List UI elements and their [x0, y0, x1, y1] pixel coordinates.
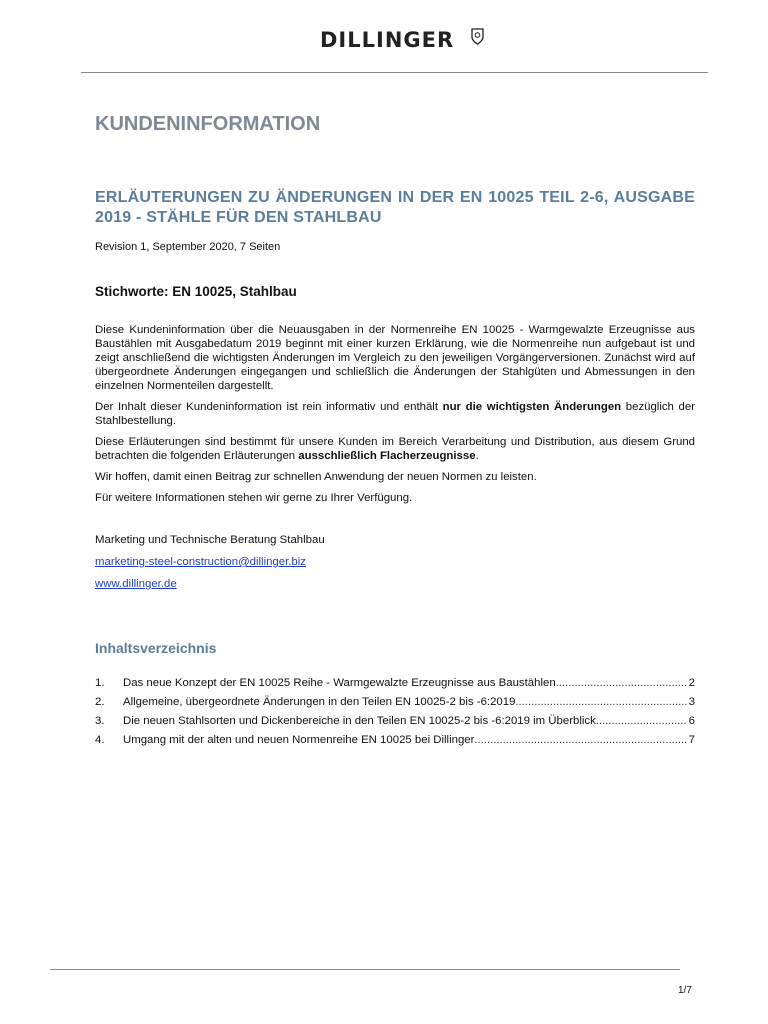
toc-entry-number: 4.	[95, 734, 105, 746]
emphasis-text: nur die wichtigsten Änderungen	[442, 401, 622, 413]
header-divider	[81, 72, 708, 73]
toc-entry-title: Umgang mit der alten und neuen Normenreihe EN 10025 bei Dillinger	[123, 734, 475, 746]
toc-entry-page: 2	[688, 677, 695, 689]
toc-entry-title: Allgemeine, übergeordnete Änderungen in den Teilen EN 10025-2 bis -6:2019	[123, 696, 516, 708]
toc-leader-dots	[474, 733, 686, 747]
footer-divider	[50, 969, 680, 970]
toc-entry[interactable]	[95, 676, 695, 695]
document-title: ERLÄUTERUNGEN ZU ÄNDERUNGEN IN DER EN 10025 TEIL 2-6, AUSGABE 2019 - STÄHLE FÜR DEN STAHLBAU	[95, 189, 695, 226]
toc-entry[interactable]	[95, 733, 695, 752]
document-kind: KUNDENINFORMATION	[95, 113, 321, 135]
toc-leader-dots	[515, 695, 686, 709]
revision-info: Revision 1, September 2020, 7 Seiten	[95, 241, 281, 253]
toc-entry-number: 1.	[95, 677, 105, 689]
toc-entry[interactable]	[95, 695, 695, 714]
paragraph-contact-offer: Für weitere Informationen stehen wir gerne zu Ihrer Verfügung.	[95, 492, 413, 504]
toc-entry-page: 7	[688, 734, 695, 746]
website-link[interactable]: www.dillinger.de	[95, 578, 177, 590]
toc-leader-dots	[596, 714, 687, 728]
keywords: Stichworte: EN 10025, Stahlbau	[95, 284, 297, 299]
paragraph-hope: Wir hoffen, damit einen Beitrag zur schnellen Anwendung der neuen Normen zu leisten.	[95, 471, 537, 483]
toc-entry-title: Das neue Konzept der EN 10025 Reihe - Warmgewalzte Erzeugnisse aus Baustählen	[123, 677, 556, 689]
toc-entry-number: 3.	[95, 715, 105, 727]
toc-heading: Inhaltsverzeichnis	[95, 640, 217, 656]
paragraph-intro: Diese Kundeninformation über die Neuausgaben in der Normenreihe EN 10025 - Warmgewalzte Erzeugnisse aus Baustählen mit Ausgabedatum 2019 beginnt mit einer kurzen Erklärung, wie die Normenreihe nun aufgebaut ist und zeigt anschließend die wichtigsten Änderungen im Vergleich zu den jeweiligen Vorgängerversionen. Zunächst wird auf übergeordnete Änderungen eingegangen und schließlich die Änderungen der Stahlgüten und Abmessungen in den einzelnen Normenteilen dargestellt.	[95, 324, 695, 392]
crest-icon	[470, 28, 485, 45]
paragraph-scope: Der Inhalt dieser Kundeninformation ist rein informativ und enthält nur die wichtigsten Änderungen bezüglich der Stahlbestellung.	[95, 401, 696, 427]
page-number: 1/7	[678, 985, 692, 996]
company-logo: DILLINGER	[320, 28, 455, 52]
toc-entry[interactable]	[95, 714, 695, 733]
table-of-contents	[95, 676, 695, 752]
paragraph-audience: Diese Erläuterungen sind bestimmt für unsere Kunden im Bereich Verarbeitung und Distribution, aus diesem Grund betrachten die folgenden Erläuterungen ausschließlich Flacherzeugnisse.	[95, 436, 695, 462]
toc-leader-dots	[556, 676, 687, 690]
email-link[interactable]: marketing-steel-construction@dillinger.biz	[95, 556, 306, 568]
toc-entry-title: Die neuen Stahlsorten und Dickenbereiche in den Teilen EN 10025-2 bis -6:2019 im Überblick	[123, 715, 596, 727]
intro-text	[95, 323, 695, 512]
toc-entry-number: 2.	[95, 696, 105, 708]
toc-entry-page: 3	[688, 696, 695, 708]
contact-department: Marketing und Technische Beratung Stahlbau	[95, 534, 325, 546]
emphasis-text: ausschließlich Flacherzeugnisse	[298, 450, 476, 462]
contact-block	[95, 534, 325, 600]
toc-entry-page: 6	[688, 715, 695, 727]
